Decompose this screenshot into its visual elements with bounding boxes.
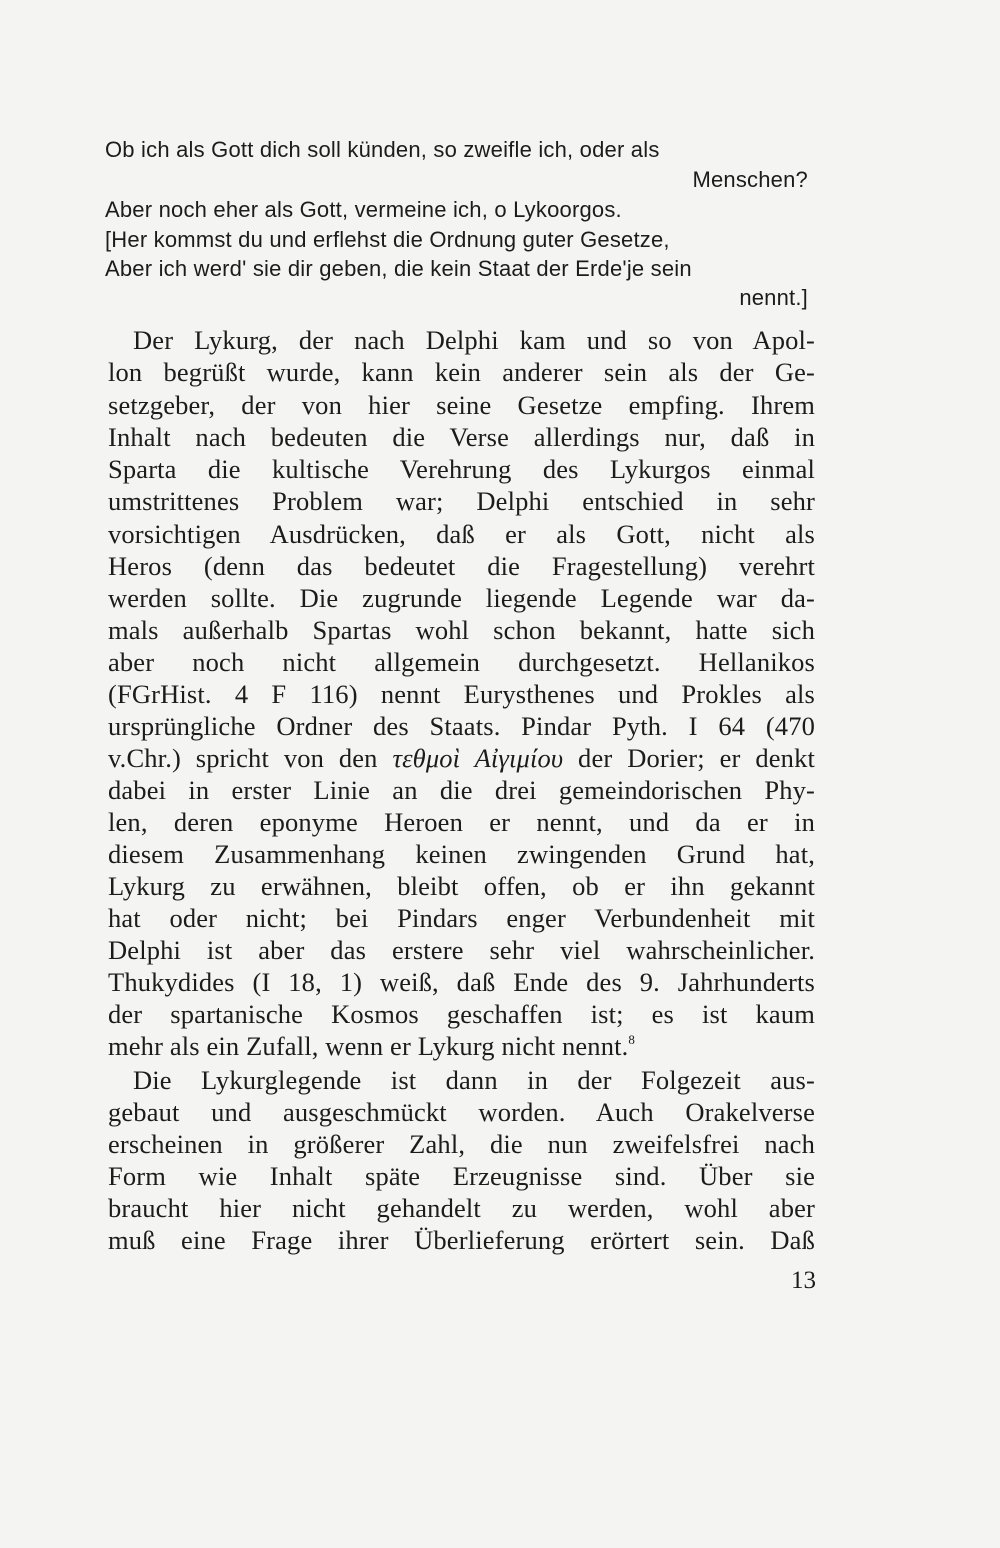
text-line: diesem Zusammenhang keinen zwingenden Grund hat, — [108, 839, 815, 869]
verse-line: Ob ich als Gott dich soll künden, so zweifle ich, oder als — [105, 137, 660, 162]
text-line: Heros (denn das bedeutet die Fragestellung) verehrt — [108, 551, 815, 581]
text-line: Sparta die kultische Verehrung des Lykurgos einmal — [108, 454, 815, 484]
text-line-with-greek — [108, 743, 815, 774]
text-segment: mehr als ein Zufall, wenn er Lykurg nicht nennt. — [108, 1031, 629, 1061]
text-line: setzgeber, der von hier seine Gesetze empfing. Ihrem — [108, 390, 815, 420]
text-line: erscheinen in größerer Zahl, die nun zweifelsfrei nach — [108, 1129, 815, 1159]
text-line: Der Lykurg, der nach Delphi kam und so von Apol- — [133, 325, 815, 355]
footnote-marker: 8 — [628, 1032, 636, 1047]
text-line: ursprüngliche Ordner des Staats. Pindar Pyth. I 64 (470 — [108, 711, 815, 741]
text-line: Delphi ist aber das erstere sehr viel wahrscheinlicher. — [108, 935, 815, 965]
text-line: Die Lykurglegende ist dann in der Folgezeit aus- — [133, 1065, 815, 1095]
text-line: Form wie Inhalt späte Erzeugnisse sind. Über sie — [108, 1161, 815, 1191]
text-line: (FGrHist. 4 F 116) nennt Eurysthenes und Prokles als — [108, 679, 815, 709]
text-line: aber noch nicht allgemein durchgesetzt. Hellanikos — [108, 647, 815, 677]
text-segment: v.Chr.) spricht von den — [108, 743, 393, 773]
greek-phrase: τεθμοὶ Αἰγιμίου — [392, 743, 564, 773]
text-line: dabei in erster Linie an die drei gemeindorischen Phy- — [108, 775, 815, 805]
text-segment: der Dorier; er denkt — [563, 743, 815, 773]
text-line: vorsichtigen Ausdrücken, daß er als Gott, nicht als — [108, 519, 815, 549]
text-line: mals außerhalb Spartas wohl schon bekannt, hatte sich — [108, 615, 815, 645]
text-line: gebaut und ausgeschmückt worden. Auch Orakelverse — [108, 1097, 815, 1127]
verse-line: nennt.] — [739, 285, 808, 310]
verse-line: Menschen? — [692, 167, 808, 192]
text-line: hat oder nicht; bei Pindars enger Verbundenheit mit — [108, 903, 815, 933]
verse-line: [Her kommst du und erflehst die Ordnung guter Gesetze, — [105, 227, 670, 252]
text-line: muß eine Frage ihrer Überlieferung erörtert sein. Daß — [108, 1225, 815, 1255]
text-line: werden sollte. Die zugrunde liegende Legende war da- — [108, 583, 815, 613]
verse-line: Aber ich werd' sie dir geben, die kein Staat der Erde'je sein — [105, 256, 692, 281]
text-line — [108, 1031, 815, 1062]
text-line: Lykurg zu erwähnen, bleibt offen, ob er ihn gekannt — [108, 871, 815, 901]
text-line: umstrittenes Problem war; Delphi entschied in sehr — [108, 486, 815, 516]
verse-line: Aber noch eher als Gott, vermeine ich, o Lykoorgos. — [105, 197, 622, 222]
page-number: 13 — [791, 1267, 816, 1294]
text-line: braucht hier nicht gehandelt zu werden, wohl aber — [108, 1193, 815, 1223]
text-line: Inhalt nach bedeuten die Verse allerdings nur, daß in — [108, 422, 815, 452]
text-line: lon begrüßt wurde, kann kein anderer sein als der Ge- — [108, 357, 815, 387]
text-line: der spartanische Kosmos geschaffen ist; es ist kaum — [108, 999, 815, 1029]
text-line: Thukydides (I 18, 1) weiß, daß Ende des 9. Jahrhunderts — [108, 967, 815, 997]
text-line: len, deren eponyme Heroen er nennt, und da er in — [108, 807, 815, 837]
